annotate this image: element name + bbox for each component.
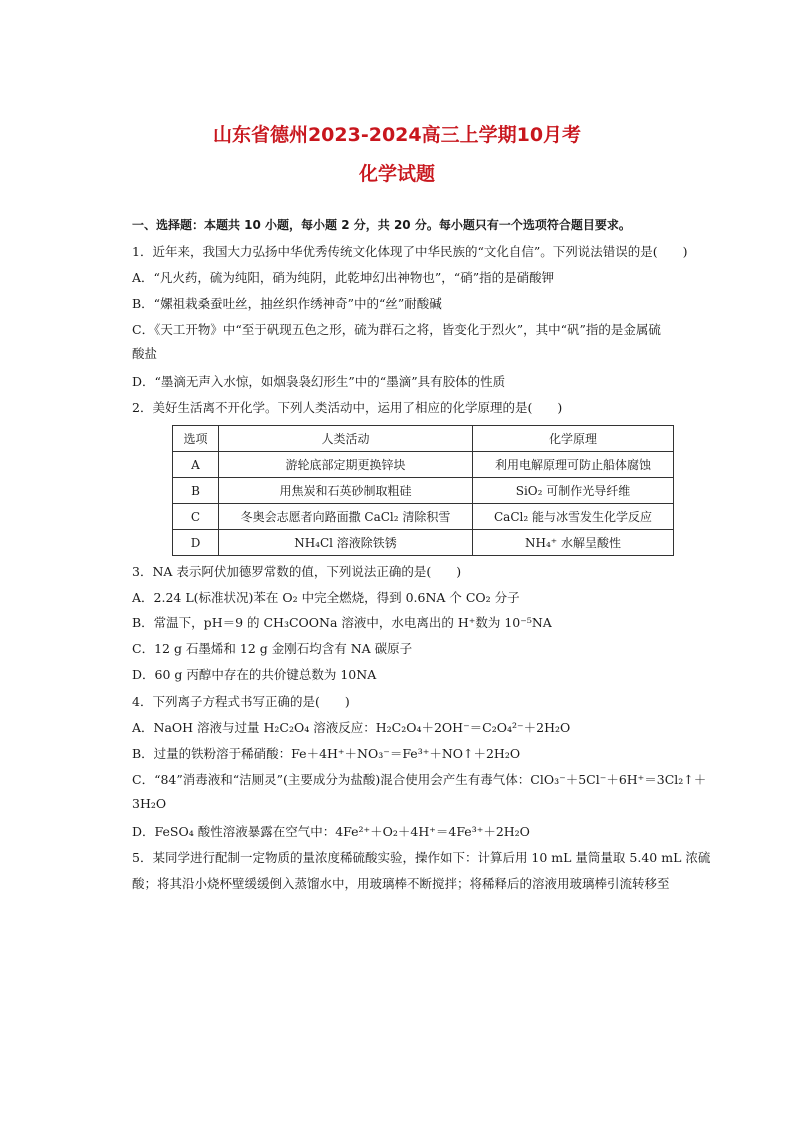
table-cell: 冬奥会志愿者向路面撒 CaCl₂ 清除积雪: [219, 504, 473, 530]
page-title: 山东省德州2023-2024高三上学期10月考: [212, 124, 582, 146]
section-heading: 一、选择题：本题共 10 小题，每小题 2 分，共 20 分。每小题只有一个选项符合题目要求。: [132, 218, 631, 232]
table-header: 化学原理: [473, 426, 674, 452]
table-cell: B: [173, 478, 219, 504]
table-header: 选项: [173, 426, 219, 452]
q1-option-c: C．《天工开物》中“至于矾现五色之形，硫为群石之将，皆变化于烈火”，其中“矾”指的是金属硫: [132, 322, 661, 337]
table-cell: NH₄⁺ 水解呈酸性: [473, 530, 674, 556]
table-cell: D: [173, 530, 219, 556]
table-cell: A: [173, 452, 219, 478]
q3-option-b: B．常温下，pH＝9 的 CH₃COONa 溶液中，水电离出的 H⁺数为 10⁻⁵NA: [132, 615, 552, 630]
question-1: 1．近年来，我国大力弘扬中华优秀传统文化体现了中华民族的“文化自信”。下列说法错误的是( ): [132, 244, 688, 259]
q3-option-a: A．2.24 L(标准状况)苯在 O₂ 中完全燃烧，得到 0.6NA 个 CO₂ 分子: [132, 590, 520, 605]
q1-option-c-cont: 酸盐: [132, 346, 158, 361]
q4-option-a: A．NaOH 溶液与过量 H₂C₂O₄ 溶液反应：H₂C₂O₄＋2OH⁻＝C₂O₄²⁻＋2H₂O: [132, 720, 571, 735]
q3-option-c: C．12 g 石墨烯和 12 g 金刚石均含有 NA 碳原子: [132, 641, 413, 656]
table-header-row: [173, 426, 674, 452]
table-cell: 游轮底部定期更换锌块: [219, 452, 473, 478]
question-4: 4．下列离子方程式书写正确的是( ): [132, 694, 350, 709]
question-5-cont: 酸；将其沿小烧杯壁缓缓倒入蒸馏水中，用玻璃棒不断搅拌；将稀释后的溶液用玻璃棒引流转移至: [132, 876, 670, 891]
table-cell: SiO₂ 可制作光导纤维: [473, 478, 674, 504]
page-subtitle: 化学试题: [358, 163, 435, 185]
q4-option-b: B．过量的铁粉溶于稀硝酸：Fe＋4H⁺＋NO₃⁻＝Fe³⁺＋NO↑＋2H₂O: [132, 746, 521, 761]
table-cell: CaCl₂ 能与冰雪发生化学反应: [473, 504, 674, 530]
table-row: [173, 478, 674, 504]
q1-option-d: D．“墨滴无声入水惊，如烟袅袅幻形生”中的“墨滴”具有胶体的性质: [132, 374, 506, 389]
q2-table: [172, 425, 674, 556]
q3-option-d: D．60 g 丙醇中存在的共价键总数为 10NA: [132, 667, 377, 682]
table-row: [173, 504, 674, 530]
table-cell: 用焦炭和石英砂制取粗硅: [219, 478, 473, 504]
q1-option-a: A．“凡火药，硫为纯阳，硝为纯阴，此乾坤幻出神物也”，“硝”指的是硝酸钾: [132, 270, 555, 285]
q4-option-c: C．“84”消毒液和“洁厕灵”(主要成分为盐酸)混合使用会产生有毒气体：ClO₃⁻＋5Cl⁻＋6H⁺＝3Cl₂↑＋: [132, 772, 707, 787]
q4-option-c-cont: 3H₂O: [132, 796, 167, 811]
question-5: 5．某同学进行配制一定物质的量浓度稀硫酸实验，操作如下：计算后用 10 mL 量筒量取 5.40 mL 浓硫: [132, 850, 711, 865]
table-header: 人类活动: [219, 426, 473, 452]
q1-option-b: B．“嫘祖栽桑蚕吐丝，抽丝织作绣神奇”中的“丝”耐酸碱: [132, 296, 442, 311]
table-cell: NH₄Cl 溶液除铁锈: [219, 530, 473, 556]
table-cell: C: [173, 504, 219, 530]
table-row: [173, 530, 674, 556]
q4-option-d: D．FeSO₄ 酸性溶液暴露在空气中：4Fe²⁺＋O₂＋4H⁺＝4Fe³⁺＋2H₂O: [132, 824, 530, 839]
question-2: 2．美好生活离不开化学。下列人类活动中，运用了相应的化学原理的是( ): [132, 400, 563, 415]
table-row: [173, 452, 674, 478]
question-3: 3．NA 表示阿伏加德罗常数的值，下列说法正确的是( ): [132, 564, 462, 579]
table-cell: 利用电解原理可防止船体腐蚀: [473, 452, 674, 478]
